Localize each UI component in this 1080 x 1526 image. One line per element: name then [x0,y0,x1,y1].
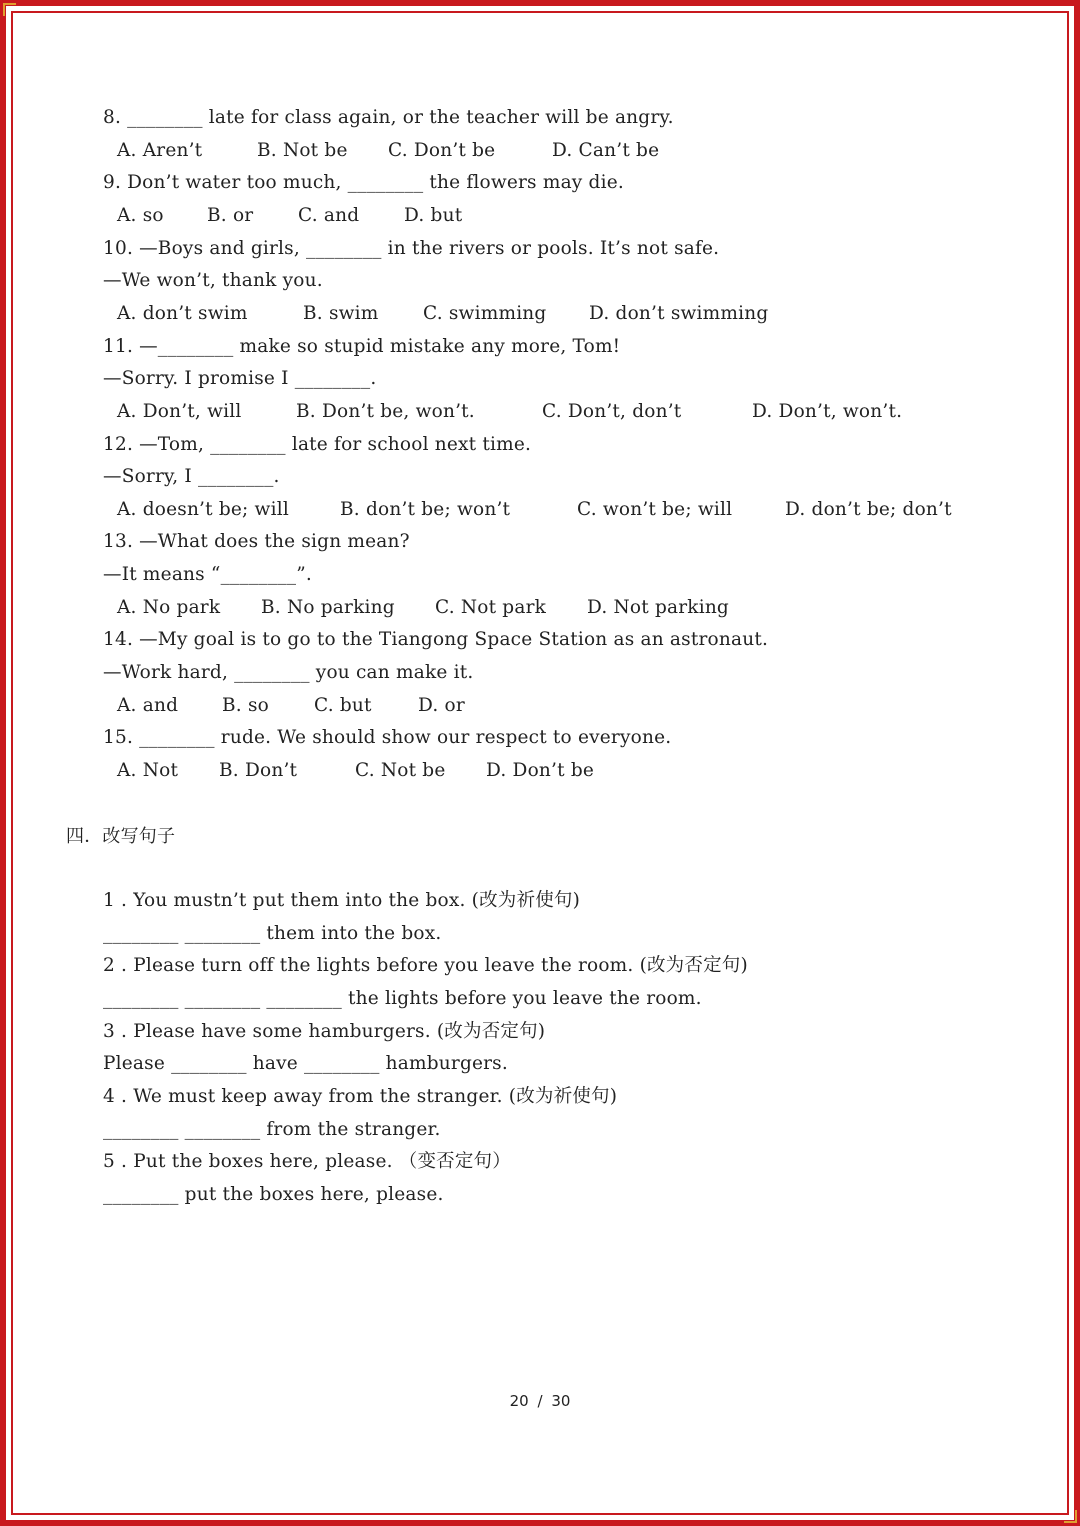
total-pages: 30 [551,1392,571,1410]
option: B. Don’t be, won’t. [296,401,475,422]
option: D. Not parking [587,597,729,618]
current-page: 20 [509,1392,529,1410]
question-reply: —We won’t, thank you. [103,270,323,291]
option: C. Don’t, don’t [542,401,682,422]
option: A. doesn’t be; will [117,499,289,520]
rewrite-question: 1 . You mustn’t put them into the box. (改为祈使句) [103,890,581,911]
rewrite-question: 3 . Please have some hamburgers. (改为否定句) [103,1021,546,1042]
question-reply: —Work hard, ________ you can make it. [103,662,474,683]
rewrite-answer-line: ________ ________ them into the box. [103,923,442,944]
option: A. No park [117,597,221,618]
question-stem: 9. Don’t water too much, ________ the flowers may die. [103,172,624,193]
option: A. Not [117,760,179,781]
option: B. Don’t [219,760,298,781]
option: D. Don’t be [486,760,595,781]
question-stem: 13. —What does the sign mean? [103,531,410,552]
option: D. don’t swimming [589,303,769,324]
option: D. Don’t, won’t. [752,401,903,422]
question-stem: 11. —________ make so stupid mistake any more, Tom! [103,336,621,357]
option: B. Not be [257,140,348,161]
option: A. Aren’t [117,140,203,161]
corner-ornament-icon [2,2,18,18]
option: D. but [404,205,463,226]
option: C. but [314,695,372,716]
corner-ornament-icon [1062,1508,1078,1524]
rewrite-question: 5 . Put the boxes here, please. （变否定句） [103,1151,511,1172]
option: B. swim [303,303,379,324]
rewrite-answer-line: ________ put the boxes here, please. [103,1184,444,1205]
question-stem: 10. —Boys and girls, ________ in the rivers or pools. It’s not safe. [103,238,720,259]
rewrite-answer-line: ________ ________ from the stranger. [103,1119,441,1140]
question-stem: 15. ________ rude. We should show our respect to everyone. [103,727,672,748]
rewrite-question: 2 . Please turn off the lights before you leave the room. (改为否定句) [103,955,748,976]
page-number [0,1392,1080,1410]
rewrite-answer-line: ________ ________ ________ the lights before you leave the room. [103,988,702,1009]
section-title: 四．改写句子 [66,826,176,847]
option: C. Not park [435,597,547,618]
option: D. Can’t be [552,140,660,161]
question-reply: —It means “________”. [103,564,312,585]
question-stem: 12. —Tom, ________ late for school next time. [103,434,532,455]
option: D. don’t be; don’t [785,499,952,520]
option: B. don’t be; won’t [340,499,511,520]
option: C. swimming [423,303,547,324]
option: B. so [222,695,269,716]
option: C. Don’t be [388,140,496,161]
question-reply: —Sorry, I ________. [103,466,280,487]
rewrite-question: 4 . We must keep away from the stranger. (改为祈使句) [103,1086,618,1107]
option: A. don’t swim [117,303,248,324]
option: C. and [298,205,360,226]
option: B. No parking [261,597,395,618]
option: C. won’t be; will [577,499,733,520]
page-separator: / [537,1392,543,1410]
option: A. and [117,695,179,716]
option: C. Not be [355,760,446,781]
question-stem: 14. —My goal is to go to the Tiangong Space Station as an astronaut. [103,629,769,650]
option: B. or [207,205,254,226]
rewrite-answer-line: Please ________ have ________ hamburgers. [103,1053,508,1074]
question-reply: —Sorry. I promise I ________. [103,368,377,389]
option: A. Don’t, will [117,401,242,422]
option: D. or [418,695,465,716]
question-stem: 8. ________ late for class again, or the teacher will be angry. [103,107,674,128]
option: A. so [117,205,164,226]
